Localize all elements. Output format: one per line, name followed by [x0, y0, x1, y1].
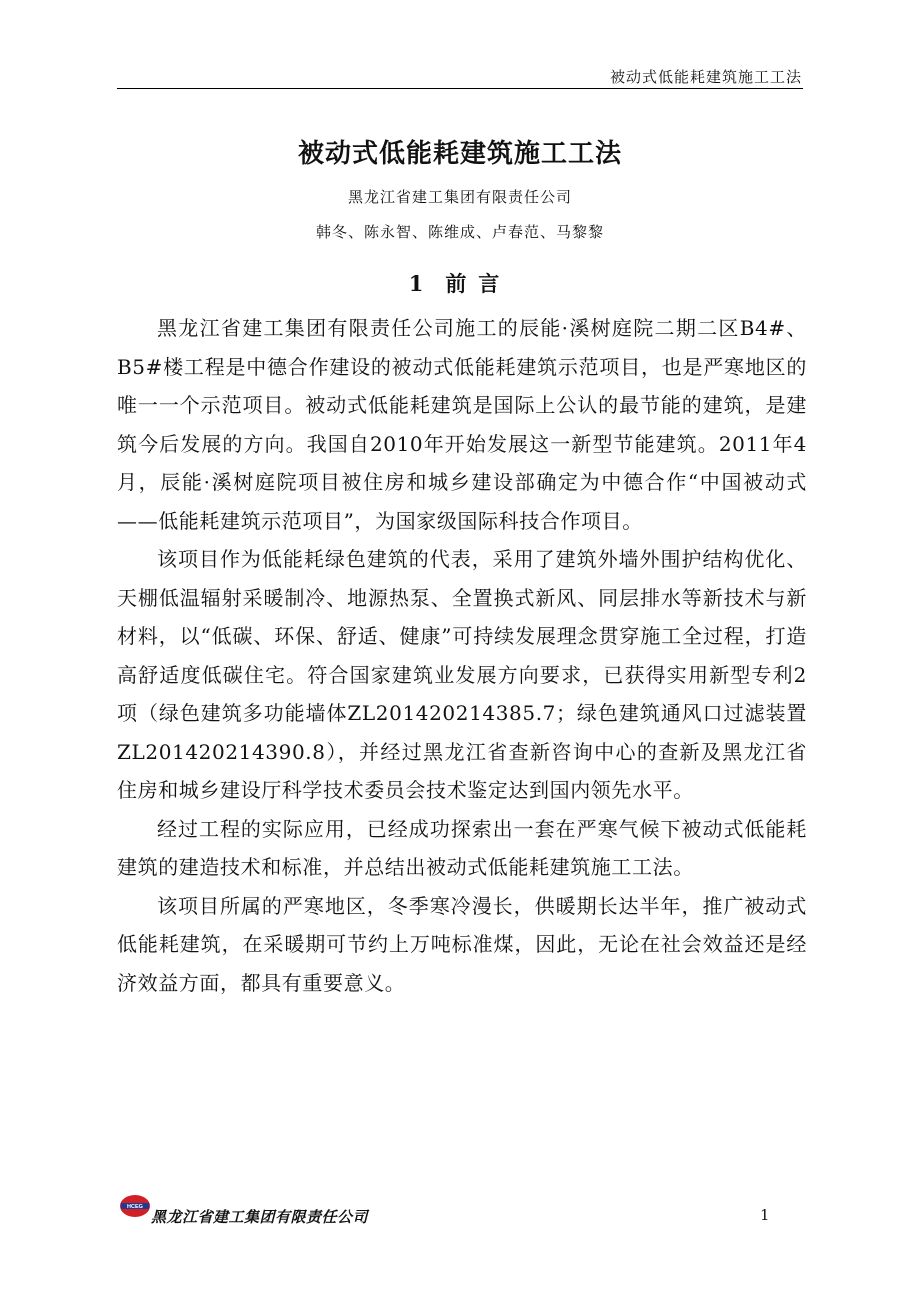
header-divider — [117, 88, 803, 89]
author-list: 韩冬、陈永智、陈维成、卢春范、马黎黎 — [315, 223, 604, 241]
section-number: 1 — [408, 271, 424, 296]
paragraph-3: 经过工程的实际应用，已经成功探索出一套在严寒气候下被动式低能耗建筑的建造技术和标准，并总结出被动式低能耗建筑施工工法。 — [117, 816, 807, 879]
paragraph-4: 该项目所属的严寒地区，冬季寒冷漫长，供暖期长达半年，推广被动式低能耗建筑，在采暖期可节约上万吨标准煤，因此，无论在社会效益还是经济效益方面，都具有重要意义。 — [117, 893, 807, 995]
running-header-title: 被动式低能耗建筑施工工法 — [609, 68, 802, 86]
company-logo — [119, 1194, 151, 1218]
document-title: 被动式低能耗建筑施工工法 — [297, 139, 622, 169]
organization-name: 黑龙江省建工集团有限责任公司 — [347, 188, 572, 206]
section-heading — [0, 268, 920, 298]
section-title: 前言 — [445, 271, 512, 296]
page-number: 1 — [760, 1206, 770, 1224]
footer-company-name: 黑龙江省建工集团有限责任公司 — [151, 1208, 369, 1226]
paragraph-1: 黑龙江省建工集团有限责任公司施工的辰能·溪树庭院二期二区B4#、B5#楼工程是中德合作建设的被动式低能耗建筑示范项目，也是严寒地区的唯一一个示范项目。被动式低能耗建筑是国际上公认的最节能的建筑，是建筑今后发展的方向。我国自2010年开始发展这一新型节能建筑。2011年4月，辰能·溪树庭院项目被住房和城乡建设部确定为中德合作“中国被动式——低能耗建筑示范项目”，为国家级国际科技合作项目。 — [117, 316, 807, 533]
body-text — [117, 309, 807, 1002]
logo-text: HCEG — [127, 1204, 143, 1210]
paragraph-2: 该项目作为低能耗绿色建筑的代表，采用了建筑外墙外围护结构优化、天棚低温辐射采暖制冷、地源热泵、全置换式新风、同层排水等新技术与新材料，以“低碳、环保、舒适、健康”可持续发展理念贯穿施工全过程，打造高舒适度低碳住宅。符合国家建筑业发展方向要求，已获得实用新型专利2项（绿色建筑多功能墙体ZL201420214385.7；绿色建筑通风口过滤装置ZL201420214390.8），并经过黑龙江省查新咨询中心的查新及黑龙江省住房和城乡建设厅科学技术委员会技术鉴定达到国内领先水平。 — [117, 547, 807, 802]
